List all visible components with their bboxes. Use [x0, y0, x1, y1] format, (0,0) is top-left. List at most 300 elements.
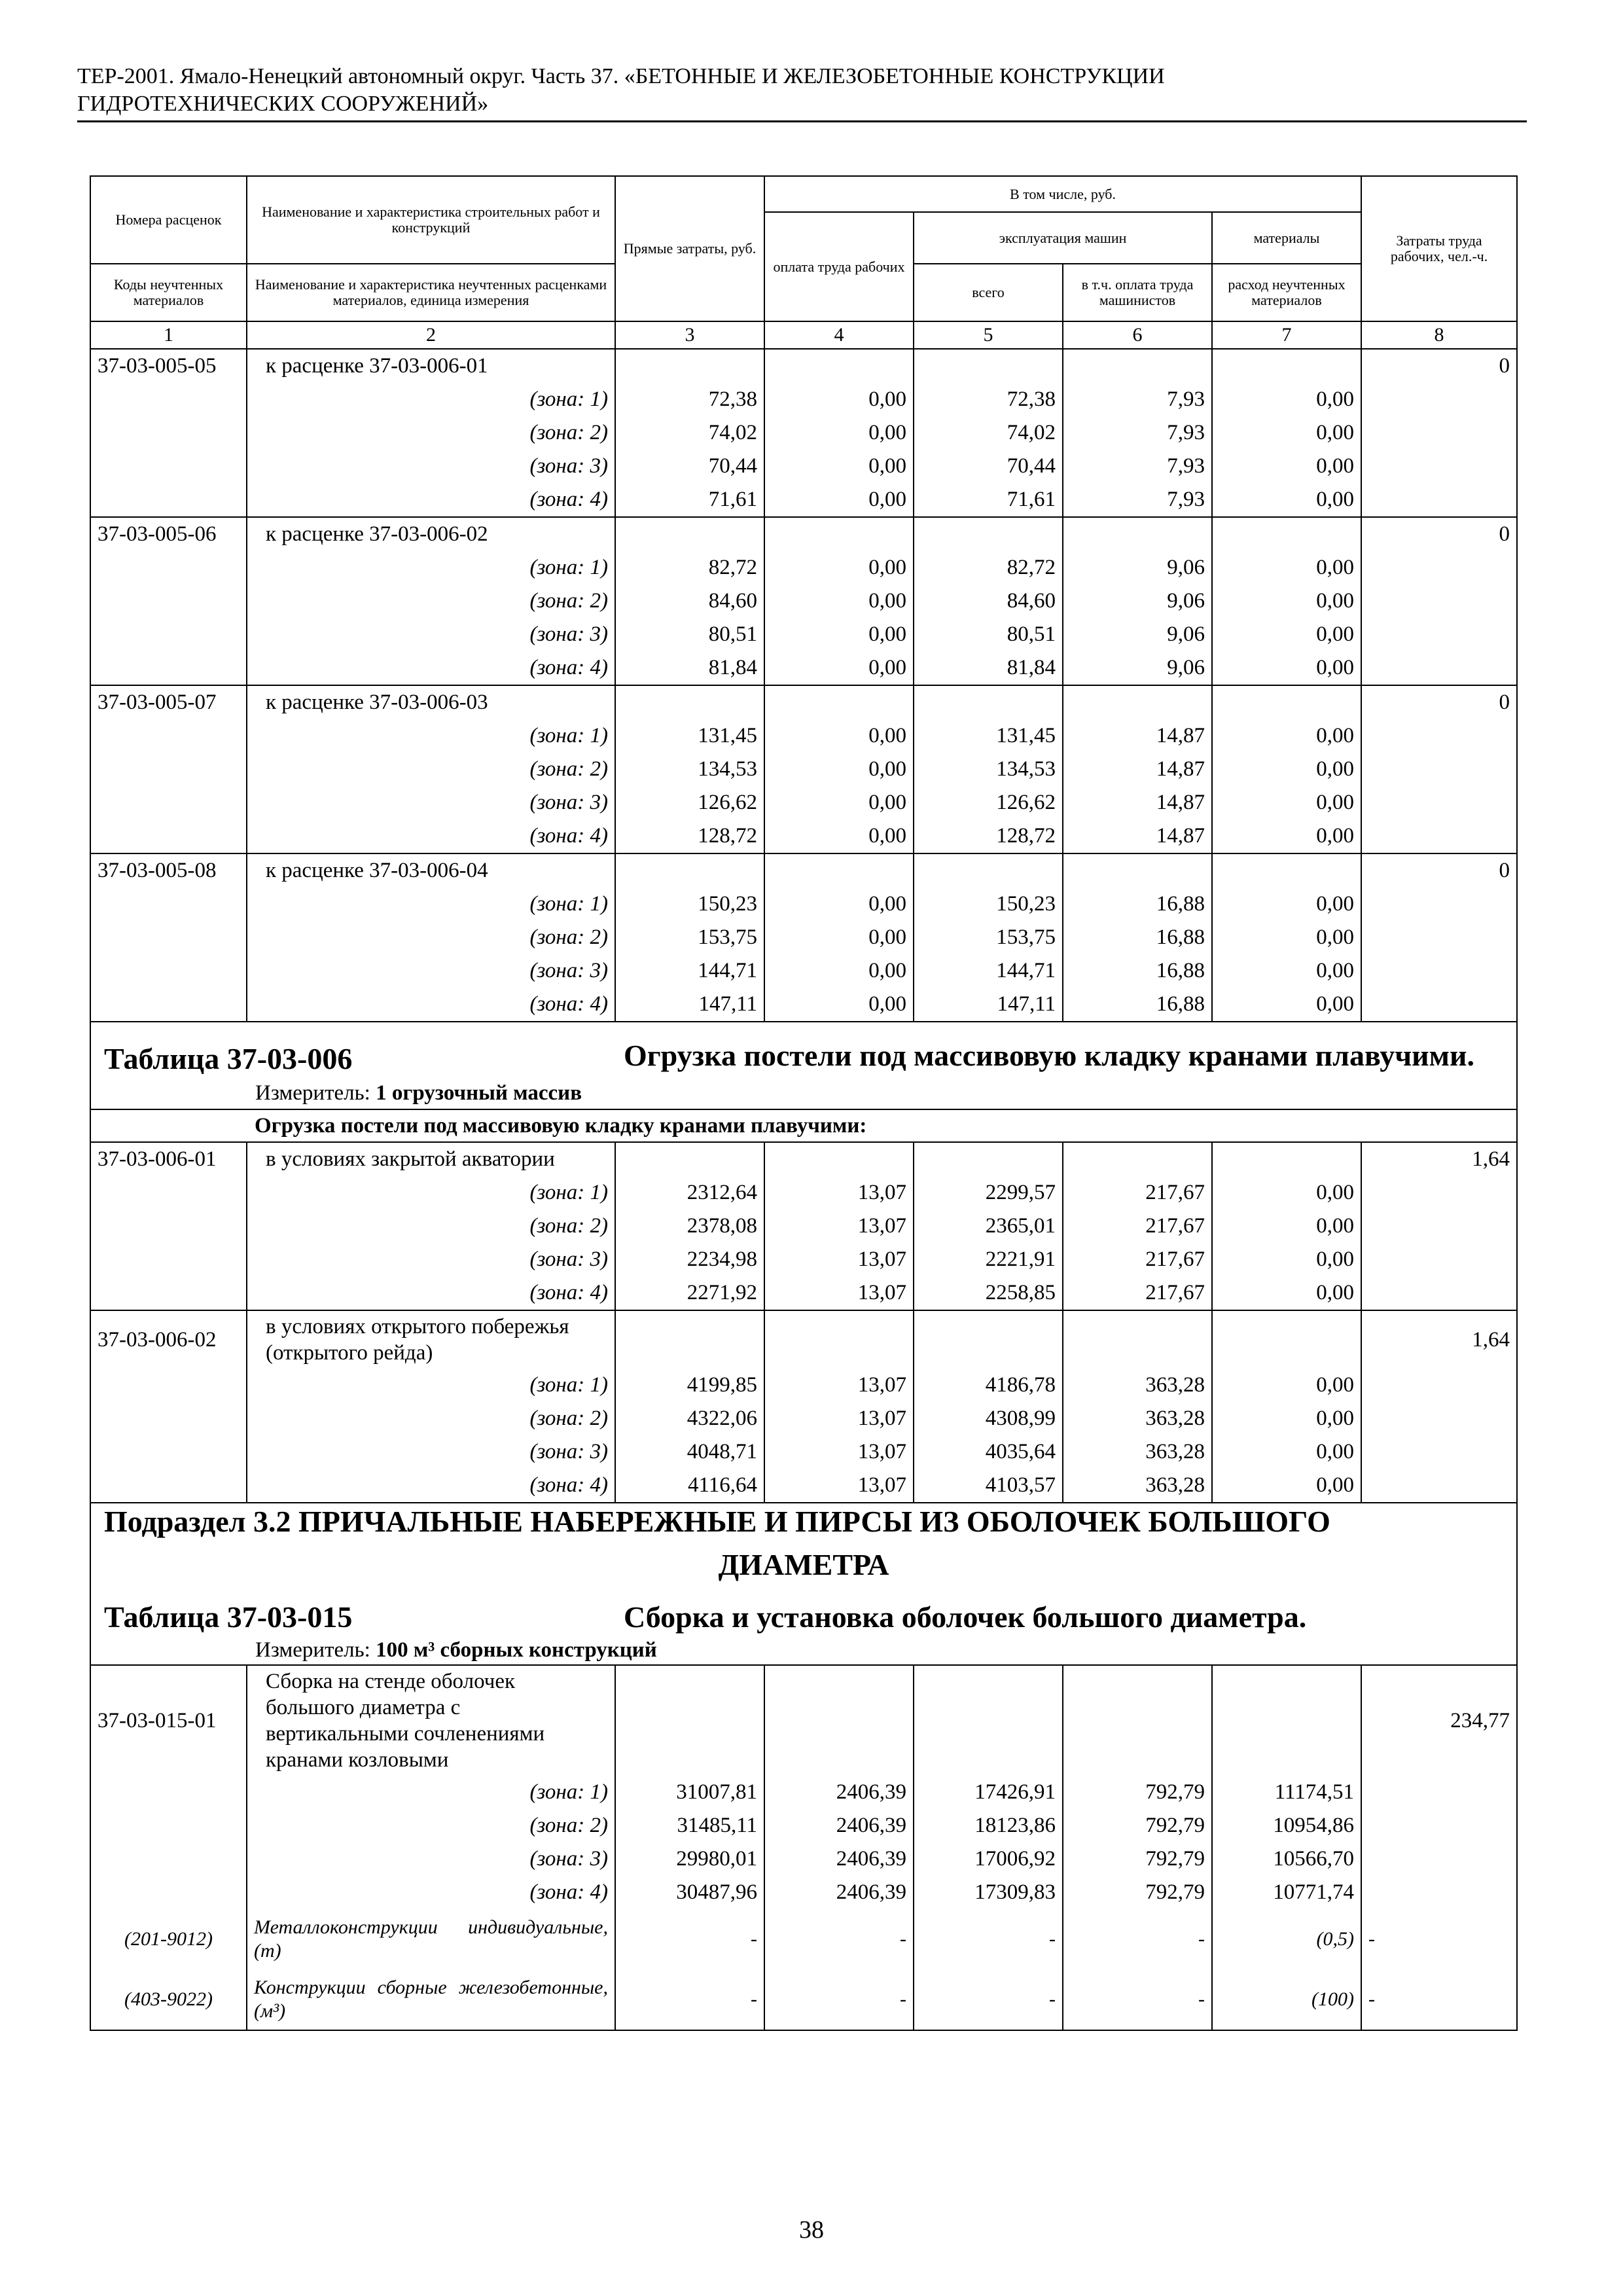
- value-cell: 2406,39: [764, 1776, 914, 1809]
- empty-cell: [1212, 517, 1361, 551]
- zone-label: (зона: 2): [247, 753, 615, 786]
- value-cell: 17309,83: [914, 1876, 1063, 1909]
- value-cell: 70,44: [615, 450, 764, 483]
- col-header-pryamye: Прямые затраты, руб.: [615, 177, 764, 321]
- value-cell: 18123,86: [914, 1809, 1063, 1842]
- value-cell: 14,87: [1063, 753, 1212, 786]
- table-006-title: Огрузка постели под массивовую кладку кранами плавучими.: [624, 1039, 1475, 1072]
- zone-label: (зона: 1): [247, 1776, 615, 1809]
- value-cell: 126,62: [914, 786, 1063, 819]
- rate-name: к расценке 37-03-006-04: [247, 853, 615, 888]
- value-cell: 363,28: [1063, 1369, 1212, 1402]
- col-num: 5: [914, 321, 1063, 349]
- zone-label: (зона: 4): [247, 1276, 615, 1310]
- rate-header-row: [91, 1310, 1516, 1369]
- value-cell: 9,06: [1063, 618, 1212, 651]
- value-cell: 70,44: [914, 450, 1063, 483]
- value-cell: 153,75: [615, 921, 764, 954]
- zone-label: (зона: 4): [247, 1876, 615, 1909]
- zone-label: (зона: 3): [247, 450, 615, 483]
- subsection-heading: [91, 1503, 1516, 1665]
- value-cell: 792,79: [1063, 1842, 1212, 1876]
- section-015-rows: [91, 1665, 1516, 1909]
- rate-name: к расценке 37-03-006-02: [247, 517, 615, 551]
- empty-cell: [1361, 921, 1516, 954]
- value-cell: 134,53: [914, 753, 1063, 786]
- material-name: Конструкции сборные железобетонные, (м³): [247, 1969, 615, 2030]
- zone-row: [91, 651, 1516, 685]
- empty-cell: [914, 1142, 1063, 1176]
- empty-cell: [1212, 349, 1361, 383]
- value-cell: 4035,64: [914, 1435, 1063, 1469]
- zone-label: (зона: 3): [247, 786, 615, 819]
- table-015-title: Сборка и установка оболочек большого диаметра.: [624, 1600, 1307, 1634]
- rate-name: в условиях открытого побережья (открытого рейда): [247, 1310, 615, 1369]
- empty-cell: [615, 853, 764, 888]
- value-cell: 13,07: [764, 1435, 914, 1469]
- value-cell: 84,60: [914, 584, 1063, 618]
- value-cell: 0,00: [764, 921, 914, 954]
- zone-row: [91, 551, 1516, 584]
- value-cell: 0,00: [764, 651, 914, 685]
- value-cell: 0,00: [1212, 753, 1361, 786]
- header-line-2: ГИДРОТЕХНИЧЕСКИХ СООРУЖЕНИЙ»: [77, 92, 489, 116]
- value-cell: 74,02: [615, 416, 764, 450]
- value-cell: 0,00: [1212, 1435, 1361, 1469]
- value-cell: 81,84: [914, 651, 1063, 685]
- value-cell: 10954,86: [1212, 1809, 1361, 1842]
- subsection-title-line-2: ДИАМЕТРА: [718, 1548, 889, 1581]
- zone-label: (зона: 1): [247, 1369, 615, 1402]
- section-006-rows: [91, 1142, 1516, 1503]
- zone-label: (зона: 2): [247, 584, 615, 618]
- empty-cell: [615, 1310, 764, 1369]
- empty-cell: [91, 618, 247, 651]
- empty-cell: [91, 954, 247, 988]
- empty-cell: [1361, 1876, 1516, 1909]
- zone-row: [91, 786, 1516, 819]
- value-cell: 14,87: [1063, 819, 1212, 853]
- empty-cell: [91, 651, 247, 685]
- zone-label: (зона: 4): [247, 483, 615, 517]
- value-cell: 82,72: [615, 551, 764, 584]
- zone-label: (зона: 1): [247, 719, 615, 753]
- value-cell: 126,62: [615, 786, 764, 819]
- measure-value: 1 огрузочный массив: [376, 1081, 582, 1105]
- table-006-heading: [91, 1022, 1516, 1142]
- zone-row: [91, 416, 1516, 450]
- zone-label: (зона: 3): [247, 1435, 615, 1469]
- zone-row: [91, 819, 1516, 853]
- value-cell: 144,71: [914, 954, 1063, 988]
- rate-header-row: [91, 1665, 1516, 1776]
- value-cell: 0,00: [1212, 921, 1361, 954]
- value-cell: 71,61: [615, 483, 764, 517]
- value-cell: 128,72: [914, 819, 1063, 853]
- empty-cell: [1361, 651, 1516, 685]
- col-header-nomera: Номера расценок: [91, 177, 247, 264]
- empty-cell: [1063, 1310, 1212, 1369]
- zone-row: [91, 1776, 1516, 1809]
- empty-cell: [91, 584, 247, 618]
- value-cell: 4116,64: [615, 1469, 764, 1503]
- value-cell: 4103,57: [914, 1469, 1063, 1503]
- value-cell: 0,00: [1212, 383, 1361, 416]
- value-cell: 0,00: [764, 551, 914, 584]
- value-cell: 0,00: [1212, 651, 1361, 685]
- zone-row: [91, 988, 1516, 1022]
- material-value: (100): [1212, 1969, 1361, 2030]
- zone-row: [91, 1809, 1516, 1842]
- value-cell: 16,88: [1063, 954, 1212, 988]
- value-cell: 2406,39: [764, 1842, 914, 1876]
- value-cell: 0,00: [1212, 1369, 1361, 1402]
- col-header-ekspl: эксплуатация машин: [914, 212, 1212, 264]
- empty-cell: [91, 416, 247, 450]
- value-cell: 31007,81: [615, 1776, 764, 1809]
- rate-code: 37-03-005-08: [91, 853, 247, 888]
- zone-row: [91, 1243, 1516, 1276]
- empty-cell: [91, 1469, 247, 1503]
- empty-cell: [91, 1210, 247, 1243]
- value-cell: 9,06: [1063, 651, 1212, 685]
- value-cell: 0,00: [764, 786, 914, 819]
- rate-name: Сборка на стенде оболочек большого диаметра с вертикальными сочленениями кранами козловыми: [247, 1665, 615, 1776]
- zone-row: [91, 584, 1516, 618]
- value-cell: 82,72: [914, 551, 1063, 584]
- value-cell: 0,00: [764, 383, 914, 416]
- value-cell: 792,79: [1063, 1809, 1212, 1842]
- value-cell: 16,88: [1063, 921, 1212, 954]
- value-cell: 131,45: [914, 719, 1063, 753]
- value-cell: 7,93: [1063, 483, 1212, 517]
- value-cell: 363,28: [1063, 1402, 1212, 1435]
- value-cell: 2378,08: [615, 1210, 764, 1243]
- material-value: -: [615, 1969, 764, 2030]
- empty-cell: [1063, 1142, 1212, 1176]
- labor-cost: 0: [1361, 349, 1516, 383]
- value-cell: 11174,51: [1212, 1776, 1361, 1809]
- empty-cell: [1361, 483, 1516, 517]
- empty-cell: [91, 819, 247, 853]
- value-cell: 0,00: [1212, 1243, 1361, 1276]
- empty-cell: [1063, 853, 1212, 888]
- rate-header-row: [91, 349, 1516, 383]
- zone-label: (зона: 1): [247, 1176, 615, 1210]
- col-header-oplata: оплата труда рабочих: [764, 212, 914, 321]
- labor-cost: 0: [1361, 517, 1516, 551]
- zone-row: [91, 1176, 1516, 1210]
- value-cell: 14,87: [1063, 786, 1212, 819]
- value-cell: 0,00: [1212, 888, 1361, 921]
- value-cell: 0,00: [764, 719, 914, 753]
- empty-cell: [914, 685, 1063, 719]
- empty-cell: [1361, 954, 1516, 988]
- empty-cell: [1361, 819, 1516, 853]
- zone-label: (зона: 4): [247, 651, 615, 685]
- value-cell: 2234,98: [615, 1243, 764, 1276]
- value-cell: 131,45: [615, 719, 764, 753]
- value-cell: 13,07: [764, 1176, 914, 1210]
- value-cell: 0,00: [764, 819, 914, 853]
- value-cell: 2221,91: [914, 1243, 1063, 1276]
- col-num: 8: [1361, 321, 1516, 349]
- empty-cell: [615, 349, 764, 383]
- col-header-v-tom-chisle: В том числе, руб.: [764, 177, 1361, 212]
- empty-cell: [91, 719, 247, 753]
- value-cell: 0,00: [764, 584, 914, 618]
- value-cell: 0,00: [1212, 819, 1361, 853]
- value-cell: 2406,39: [764, 1876, 914, 1909]
- zone-row: [91, 1276, 1516, 1310]
- zone-label: (зона: 3): [247, 1243, 615, 1276]
- zone-row: [91, 1469, 1516, 1503]
- empty-cell: [615, 685, 764, 719]
- col-num: 2: [247, 321, 615, 349]
- empty-cell: [1361, 618, 1516, 651]
- zone-label: (зона: 1): [247, 551, 615, 584]
- zone-label: (зона: 2): [247, 416, 615, 450]
- empty-cell: [91, 753, 247, 786]
- value-cell: 0,00: [1212, 450, 1361, 483]
- value-cell: 0,00: [1212, 1402, 1361, 1435]
- rate-code: 37-03-006-02: [91, 1310, 247, 1369]
- value-cell: 363,28: [1063, 1469, 1212, 1503]
- zone-label: (зона: 1): [247, 383, 615, 416]
- empty-cell: [1361, 1369, 1516, 1402]
- col-num: 1: [91, 321, 247, 349]
- value-cell: 72,38: [914, 383, 1063, 416]
- empty-cell: [1361, 416, 1516, 450]
- value-cell: 144,71: [615, 954, 764, 988]
- measure-value: 100 м³ сборных конструкций: [376, 1638, 657, 1662]
- value-cell: 0,00: [1212, 988, 1361, 1022]
- empty-cell: [914, 517, 1063, 551]
- value-cell: 80,51: [615, 618, 764, 651]
- zone-label: (зона: 4): [247, 819, 615, 853]
- value-cell: 2365,01: [914, 1210, 1063, 1243]
- value-cell: 13,07: [764, 1276, 914, 1310]
- material-value: -: [1368, 1928, 1376, 1950]
- empty-cell: [91, 786, 247, 819]
- document-header: [77, 63, 1527, 122]
- empty-cell: [1063, 349, 1212, 383]
- empty-cell: [1361, 1402, 1516, 1435]
- value-cell: 13,07: [764, 1243, 914, 1276]
- value-cell: 13,07: [764, 1469, 914, 1503]
- empty-cell: [91, 1776, 247, 1809]
- zone-row: [91, 618, 1516, 651]
- value-cell: 4048,71: [615, 1435, 764, 1469]
- empty-cell: [1361, 584, 1516, 618]
- empty-cell: [764, 517, 914, 551]
- zone-row: [91, 954, 1516, 988]
- empty-cell: [1361, 1176, 1516, 1210]
- rate-code: 37-03-005-07: [91, 685, 247, 719]
- zone-label: (зона: 2): [247, 921, 615, 954]
- empty-cell: [1361, 988, 1516, 1022]
- empty-cell: [1361, 786, 1516, 819]
- value-cell: 0,00: [1212, 584, 1361, 618]
- zone-row: [91, 383, 1516, 416]
- zone-row: [91, 1876, 1516, 1909]
- labor-cost: 234,77: [1361, 1665, 1516, 1776]
- column-numbers-row: [91, 321, 1516, 349]
- value-cell: 13,07: [764, 1402, 914, 1435]
- value-cell: 16,88: [1063, 888, 1212, 921]
- empty-cell: [1361, 1435, 1516, 1469]
- value-cell: 150,23: [914, 888, 1063, 921]
- empty-cell: [615, 1665, 764, 1776]
- value-cell: 0,00: [1212, 551, 1361, 584]
- empty-cell: [91, 1876, 247, 1909]
- zone-label: (зона: 4): [247, 988, 615, 1022]
- value-cell: 9,06: [1063, 584, 1212, 618]
- zone-row: [91, 921, 1516, 954]
- empty-cell: [764, 1142, 914, 1176]
- measure-label: Измеритель:: [255, 1638, 370, 1662]
- labor-cost: 0: [1361, 685, 1516, 719]
- material-value: -: [914, 1909, 1063, 1969]
- value-cell: 363,28: [1063, 1435, 1212, 1469]
- empty-cell: [91, 988, 247, 1022]
- rate-code: 37-03-015-01: [91, 1665, 247, 1776]
- value-cell: 153,75: [914, 921, 1063, 954]
- value-cell: 0,00: [764, 618, 914, 651]
- empty-cell: [764, 349, 914, 383]
- material-row: [91, 1909, 1516, 1969]
- empty-cell: [615, 517, 764, 551]
- value-cell: 7,93: [1063, 383, 1212, 416]
- value-cell: 0,00: [1212, 719, 1361, 753]
- value-cell: 0,00: [764, 888, 914, 921]
- value-cell: 84,60: [615, 584, 764, 618]
- col-header-materialy: материалы: [1212, 212, 1361, 264]
- empty-cell: [1361, 450, 1516, 483]
- value-cell: 16,88: [1063, 988, 1212, 1022]
- table-006-label: Таблица 37-03-006: [104, 1042, 353, 1075]
- value-cell: 217,67: [1063, 1210, 1212, 1243]
- value-cell: 217,67: [1063, 1176, 1212, 1210]
- empty-cell: [1361, 888, 1516, 921]
- value-cell: 71,61: [914, 483, 1063, 517]
- empty-cell: [764, 1310, 914, 1369]
- material-value: -: [1063, 1909, 1212, 1969]
- value-cell: 0,00: [1212, 786, 1361, 819]
- empty-cell: [1361, 753, 1516, 786]
- empty-cell: [914, 853, 1063, 888]
- zone-row: [91, 719, 1516, 753]
- value-cell: 4308,99: [914, 1402, 1063, 1435]
- empty-cell: [1361, 383, 1516, 416]
- section-005-rows: [91, 349, 1516, 1022]
- value-cell: 0,00: [1212, 1469, 1361, 1503]
- value-cell: 134,53: [615, 753, 764, 786]
- zone-row: [91, 483, 1516, 517]
- rate-code: 37-03-005-06: [91, 517, 247, 551]
- value-cell: 217,67: [1063, 1276, 1212, 1310]
- material-value: -: [1368, 1988, 1376, 2010]
- material-row: [91, 1969, 1516, 2030]
- table-006-subheading: Огрузка постели под массивовую кладку кранами плавучими:: [91, 1109, 1516, 1142]
- material-value: -: [1063, 1969, 1212, 2030]
- zone-label: (зона: 2): [247, 1809, 615, 1842]
- empty-cell: [91, 450, 247, 483]
- col-header-zatraty: Затраты труда рабочих, чел.-ч.: [1361, 177, 1516, 321]
- value-cell: 4186,78: [914, 1369, 1063, 1402]
- value-cell: 0,00: [1212, 1276, 1361, 1310]
- value-cell: 10771,74: [1212, 1876, 1361, 1909]
- col-header-vtch: в т.ч. оплата труда машинистов: [1063, 264, 1212, 321]
- rates-table: [91, 177, 1516, 2030]
- page-number: 38: [799, 2216, 824, 2244]
- zone-row: [91, 753, 1516, 786]
- value-cell: 2312,64: [615, 1176, 764, 1210]
- empty-cell: [91, 888, 247, 921]
- materials-rows: [91, 1909, 1516, 2030]
- col-header-vsego: всего: [914, 264, 1063, 321]
- value-cell: 0,00: [764, 988, 914, 1022]
- value-cell: 0,00: [1212, 416, 1361, 450]
- empty-cell: [1361, 1809, 1516, 1842]
- value-cell: 7,93: [1063, 416, 1212, 450]
- empty-cell: [91, 1243, 247, 1276]
- empty-cell: [91, 921, 247, 954]
- empty-cell: [91, 383, 247, 416]
- value-cell: 72,38: [615, 383, 764, 416]
- value-cell: 0,00: [764, 954, 914, 988]
- empty-cell: [764, 1665, 914, 1776]
- empty-cell: [1361, 1776, 1516, 1809]
- empty-cell: [1063, 517, 1212, 551]
- empty-cell: [914, 1310, 1063, 1369]
- zone-label: (зона: 2): [247, 1402, 615, 1435]
- zone-row: [91, 1842, 1516, 1876]
- empty-cell: [1212, 1310, 1361, 1369]
- value-cell: 147,11: [914, 988, 1063, 1022]
- col-num: 7: [1212, 321, 1361, 349]
- zone-label: (зона: 3): [247, 954, 615, 988]
- empty-cell: [914, 349, 1063, 383]
- value-cell: 0,00: [1212, 618, 1361, 651]
- rate-code: 37-03-005-05: [91, 349, 247, 383]
- zone-row: [91, 1402, 1516, 1435]
- zone-row: [91, 1435, 1516, 1469]
- col-header-rashod: расход неучтенных материалов: [1212, 264, 1361, 321]
- value-cell: 30487,96: [615, 1876, 764, 1909]
- empty-cell: [1361, 551, 1516, 584]
- value-cell: 217,67: [1063, 1243, 1212, 1276]
- rate-header-row: [91, 685, 1516, 719]
- value-cell: 9,06: [1063, 551, 1212, 584]
- col-num: 6: [1063, 321, 1212, 349]
- empty-cell: [615, 1142, 764, 1176]
- col-header-naim-neuch: Наименование и характеристика неучтенных расценками материалов, единица измерения: [247, 264, 615, 321]
- value-cell: 0,00: [764, 483, 914, 517]
- value-cell: 10566,70: [1212, 1842, 1361, 1876]
- empty-cell: [764, 685, 914, 719]
- value-cell: 74,02: [914, 416, 1063, 450]
- value-cell: 792,79: [1063, 1776, 1212, 1809]
- value-cell: 792,79: [1063, 1876, 1212, 1909]
- empty-cell: [1361, 719, 1516, 753]
- rate-header-row: [91, 517, 1516, 551]
- value-cell: 0,00: [1212, 954, 1361, 988]
- value-cell: 17006,92: [914, 1842, 1063, 1876]
- value-cell: 0,00: [1212, 1210, 1361, 1243]
- table-015-label: Таблица 37-03-015: [104, 1600, 353, 1634]
- zone-row: [91, 1210, 1516, 1243]
